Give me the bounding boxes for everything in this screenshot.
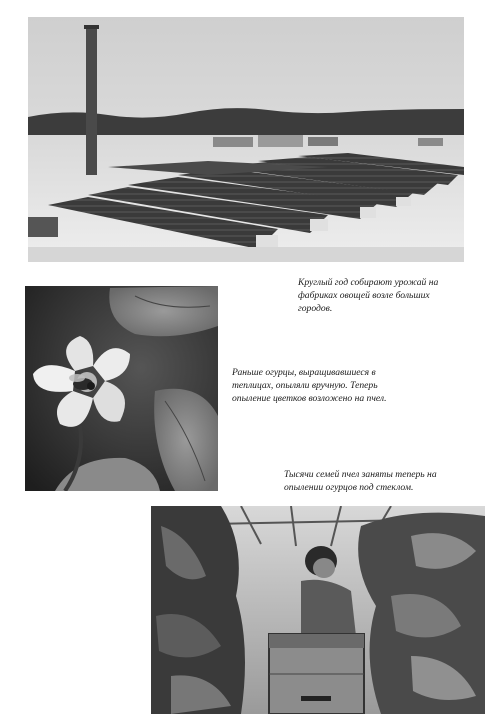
bees-caption: Тысячи семей пчел заняты теперь на опылении огурцов под стеклом. <box>284 469 437 493</box>
greenhouse-worker-photo <box>151 506 485 714</box>
beehive-icon <box>269 634 364 714</box>
greenhouse-caption: Круглый год собирают урожай на фабриках овощей возле больших городов. <box>298 277 439 314</box>
cucumber-flower-photo <box>25 286 218 491</box>
cucumber-flower-illustration <box>25 286 218 491</box>
greenhouse-complex-photo <box>28 17 464 262</box>
greenhouse-worker-illustration <box>151 506 485 714</box>
pollination-caption: Раньше огурцы, выращивавшиеся в теплицах, опыляли вручную. Теперь опыление цветков возложено на пчел. <box>232 367 387 404</box>
greenhouse-complex-illustration <box>28 17 464 262</box>
